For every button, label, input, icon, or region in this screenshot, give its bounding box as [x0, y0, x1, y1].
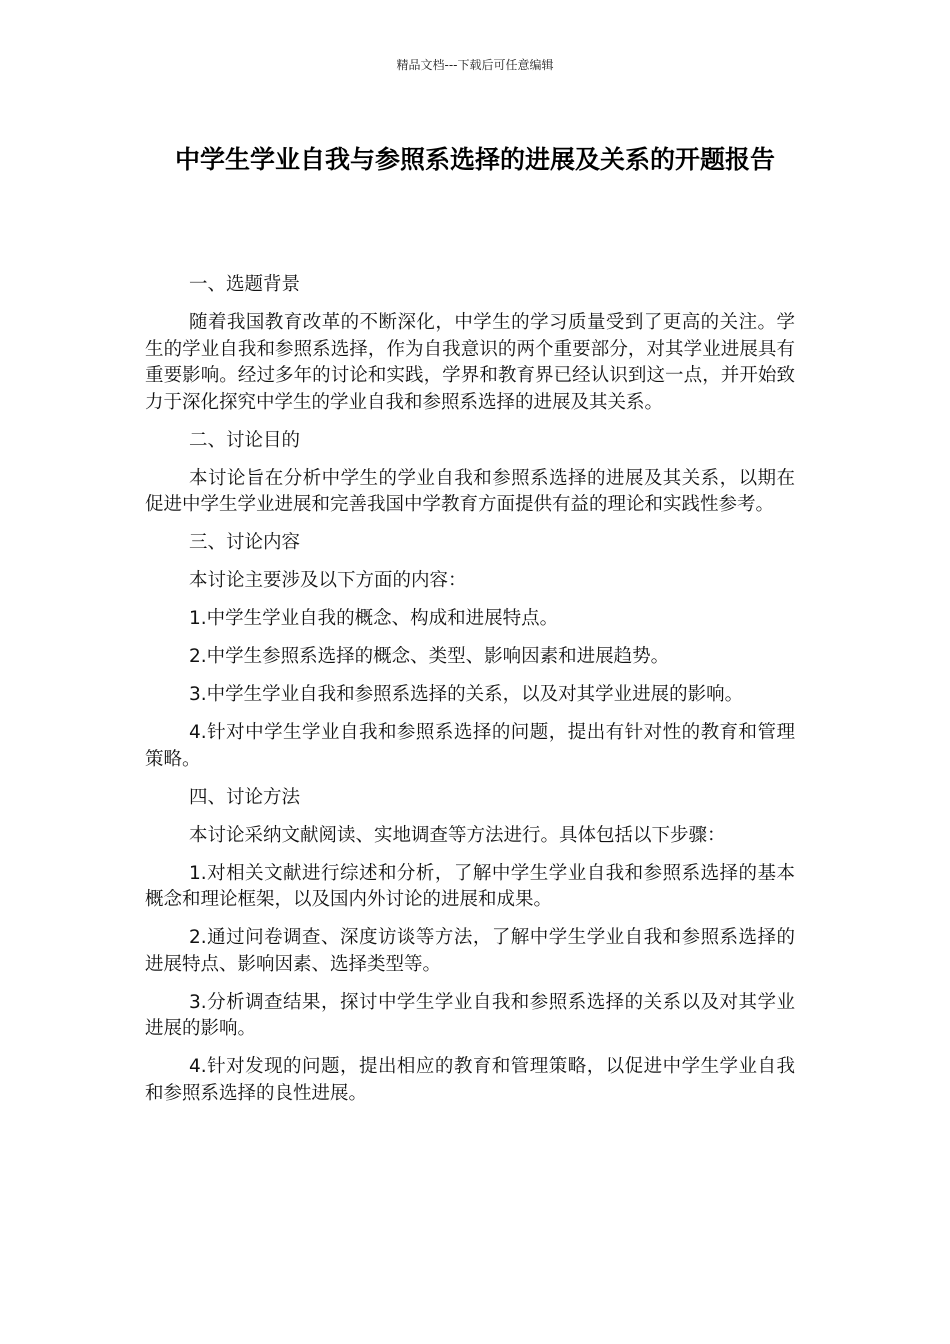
- list-item: 1.中学生学业自我的概念、构成和进展特点。: [189, 608, 559, 629]
- list-item: 1.对相关文献进行综述和分析，了解中学生学业自我和参照系选择的基本概念和理论框架，以及国内外讨论的进展和成果。: [145, 862, 795, 910]
- section-heading: 四、讨论方法: [189, 786, 301, 808]
- section-heading: 一、选题背景: [189, 274, 301, 295]
- section-heading: 三、讨论内容: [189, 532, 301, 553]
- header-note: 精品文档---下载后可任意编辑: [396, 58, 554, 72]
- paragraph: 本讨论旨在分析中学生的学业自我和参照系选择的进展及其关系，以期在促进中学生学业进展和完善我国中学教育方面提供有益的理论和实践性参考。: [145, 467, 795, 515]
- list-item: 2.通过问卷调查、深度访谈等方法，了解中学生学业自我和参照系选择的进展特点、影响因素、选择类型等。: [145, 927, 795, 975]
- document-title: 中学生学业自我与参照系选择的进展及关系的开题报告: [174, 145, 775, 174]
- paragraph: 随着我国教育改革的不断深化，中学生的学习质量受到了更高的关注。学生的学业自我和参照系选择，作为自我意识的两个重要部分，对其学业进展具有重要影响。经过多年的讨论和实践，学界和教育界已经认识到这一点，并开始致力于深化探究中学生的学业自我和参照系选择的进展及其关系。: [145, 312, 795, 413]
- list-item: 3.中学生学业自我和参照系选择的关系，以及对其学业进展的影响。: [189, 684, 744, 705]
- list-item: 3.分析调查结果，探讨中学生学业自我和参照系选择的关系以及对其学业进展的影响。: [145, 991, 795, 1039]
- list-item: 2.中学生参照系选择的概念、类型、影响因素和进展趋势。: [189, 646, 670, 667]
- list-item: 4.针对中学生学业自我和参照系选择的问题，提出有针对性的教育和管理策略。: [145, 722, 795, 770]
- paragraph: 本讨论采纳文献阅读、实地调查等方法进行。具体包括以下步骤：: [189, 824, 726, 846]
- list-item: 4.针对发现的问题，提出相应的教育和管理策略，以促进中学生学业自我和参照系选择的良性进展。: [145, 1056, 795, 1104]
- document-body: [145, 272, 795, 1119]
- section-heading: 二、讨论目的: [189, 429, 301, 451]
- paragraph: 本讨论主要涉及以下方面的内容：: [189, 570, 467, 591]
